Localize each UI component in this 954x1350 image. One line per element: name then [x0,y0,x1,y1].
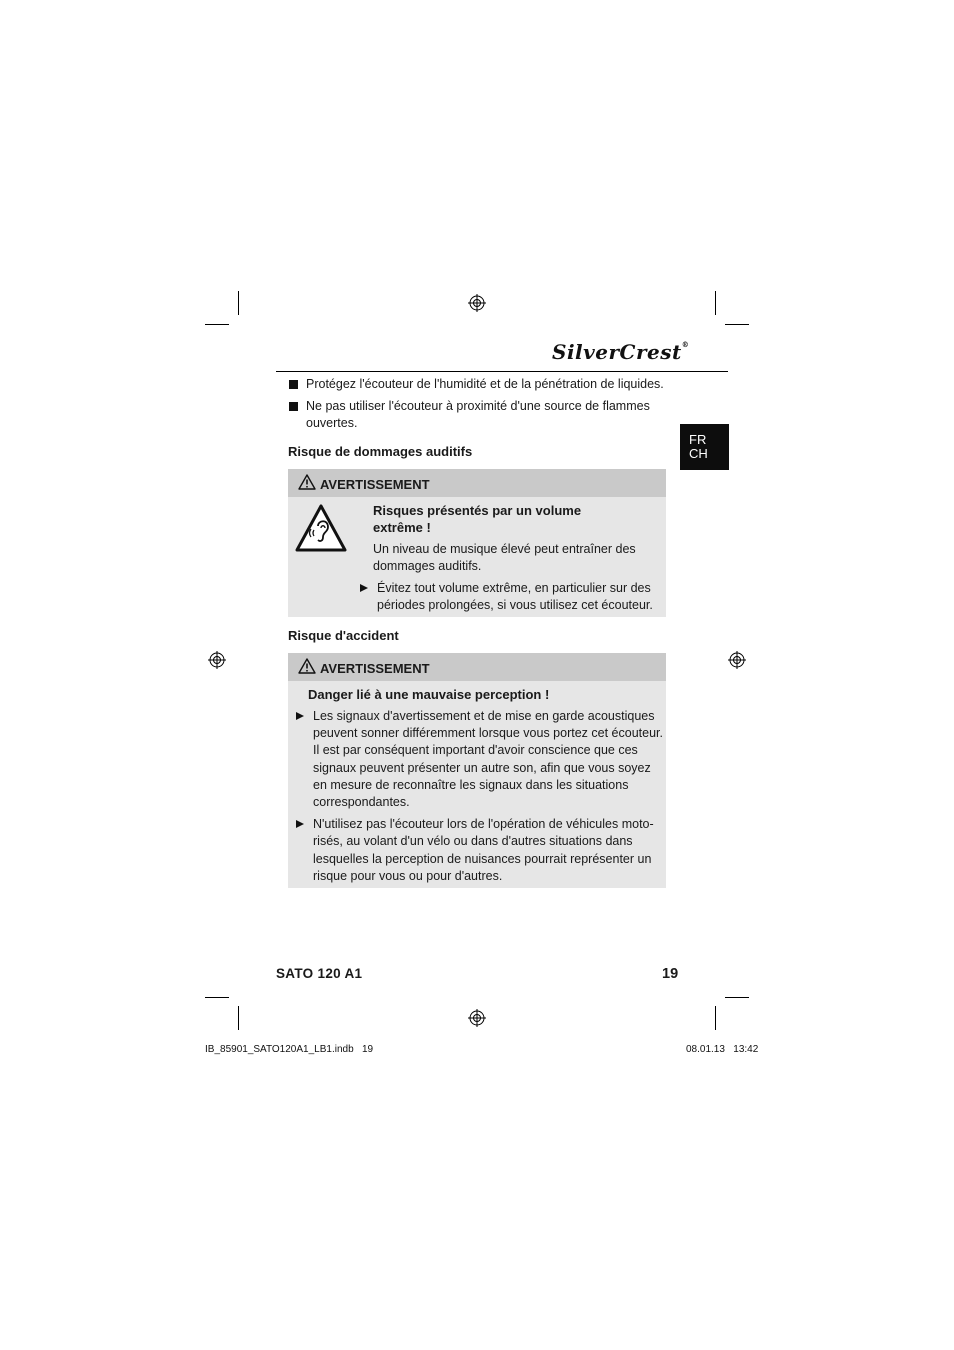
registration-mark-icon [468,1009,486,1027]
warning-box [288,653,666,888]
warning-action: risés, au volant d'un vélo ou dans d'autres situations dans [313,834,633,848]
warning-action: correspondantes. [313,795,410,809]
warning-action: peuvent sonner différemment lorsque vous portez cet écouteur. [313,726,663,740]
arrow-bullet-icon [296,712,304,720]
warning-action: signaux peuvent présenter un autre son, afin que vous soyez [313,761,651,775]
crop-mark [238,1006,239,1030]
bullet-text: ouvertes. [306,416,358,430]
bullet-text: Protégez l'écouteur de l'humidité et de la pénétration de liquides. [306,377,664,391]
arrow-bullet-icon [296,820,304,828]
header-rule [276,371,728,372]
warning-label: AVERTISSEMENT [320,477,430,492]
crop-mark [725,324,749,325]
warning-header [288,469,666,497]
section-heading: Risque d'accident [288,628,399,643]
warning-action: Les signaux d'avertissement et de mise en garde acoustiques [313,709,655,723]
warning-title: extrême ! [373,520,431,535]
crop-mark [205,324,229,325]
warning-action: lesquelles la perception de nuisances pourrait représenter un [313,852,652,866]
warning-label: AVERTISSEMENT [320,661,430,676]
warning-action: Évitez tout volume extrême, en particulier sur des [377,581,651,595]
registered-mark: ® [681,340,690,349]
bullet-square [289,402,298,411]
warning-triangle-icon [298,658,316,674]
warning-header [288,653,666,681]
warning-title: Risques présentés par un volume [373,503,582,518]
hearing-damage-icon [294,503,348,553]
crop-mark [725,997,749,998]
crop-mark [205,997,229,998]
crop-mark [715,291,716,315]
registration-mark-icon [208,651,226,669]
warning-description: dommages auditifs. [373,559,482,573]
warning-action: N'utilisez pas l'écouteur lors de l'opération de véhicules moto- [313,817,654,831]
warning-triangle-icon [298,474,316,490]
page-number: 19 [662,966,679,982]
warning-title: Danger lié à une mauvaise perception ! [308,687,550,702]
warning-box [288,469,666,617]
warning-action: risque pour vous ou pour d'autres. [313,869,503,883]
crop-mark [715,1006,716,1030]
registration-mark-icon [728,651,746,669]
arrow-bullet-icon [360,584,368,592]
bullet-text: Ne pas utiliser l'écouteur à proximité d'une source de flammes [306,399,650,413]
language-tab [680,424,729,470]
warning-action: en mesure de reconnaître les signaux dans les situations [313,778,629,792]
section-heading: Risque de dommages auditifs [288,444,473,459]
warning-action: Il est par conséquent important d'avoir conscience que ces [313,743,638,757]
language-code: FR [689,432,707,447]
warning-description: Un niveau de musique élevé peut entraîner des [373,542,636,556]
bullet-square [289,380,298,389]
slug-timestamp: 08.01.13 13:42 [686,1044,759,1055]
brand-name: SilverCrest [552,340,682,364]
brand-logo [552,340,689,364]
footer-model: SATO 120 A1 [276,966,363,981]
crop-mark [238,291,239,315]
country-code: CH [689,446,708,461]
registration-mark-icon [468,294,486,312]
warning-action: périodes prolongées, si vous utilisez cet écouteur. [377,598,653,612]
slug-filename: IB_85901_SATO120A1_LB1.indb 19 [205,1044,374,1055]
